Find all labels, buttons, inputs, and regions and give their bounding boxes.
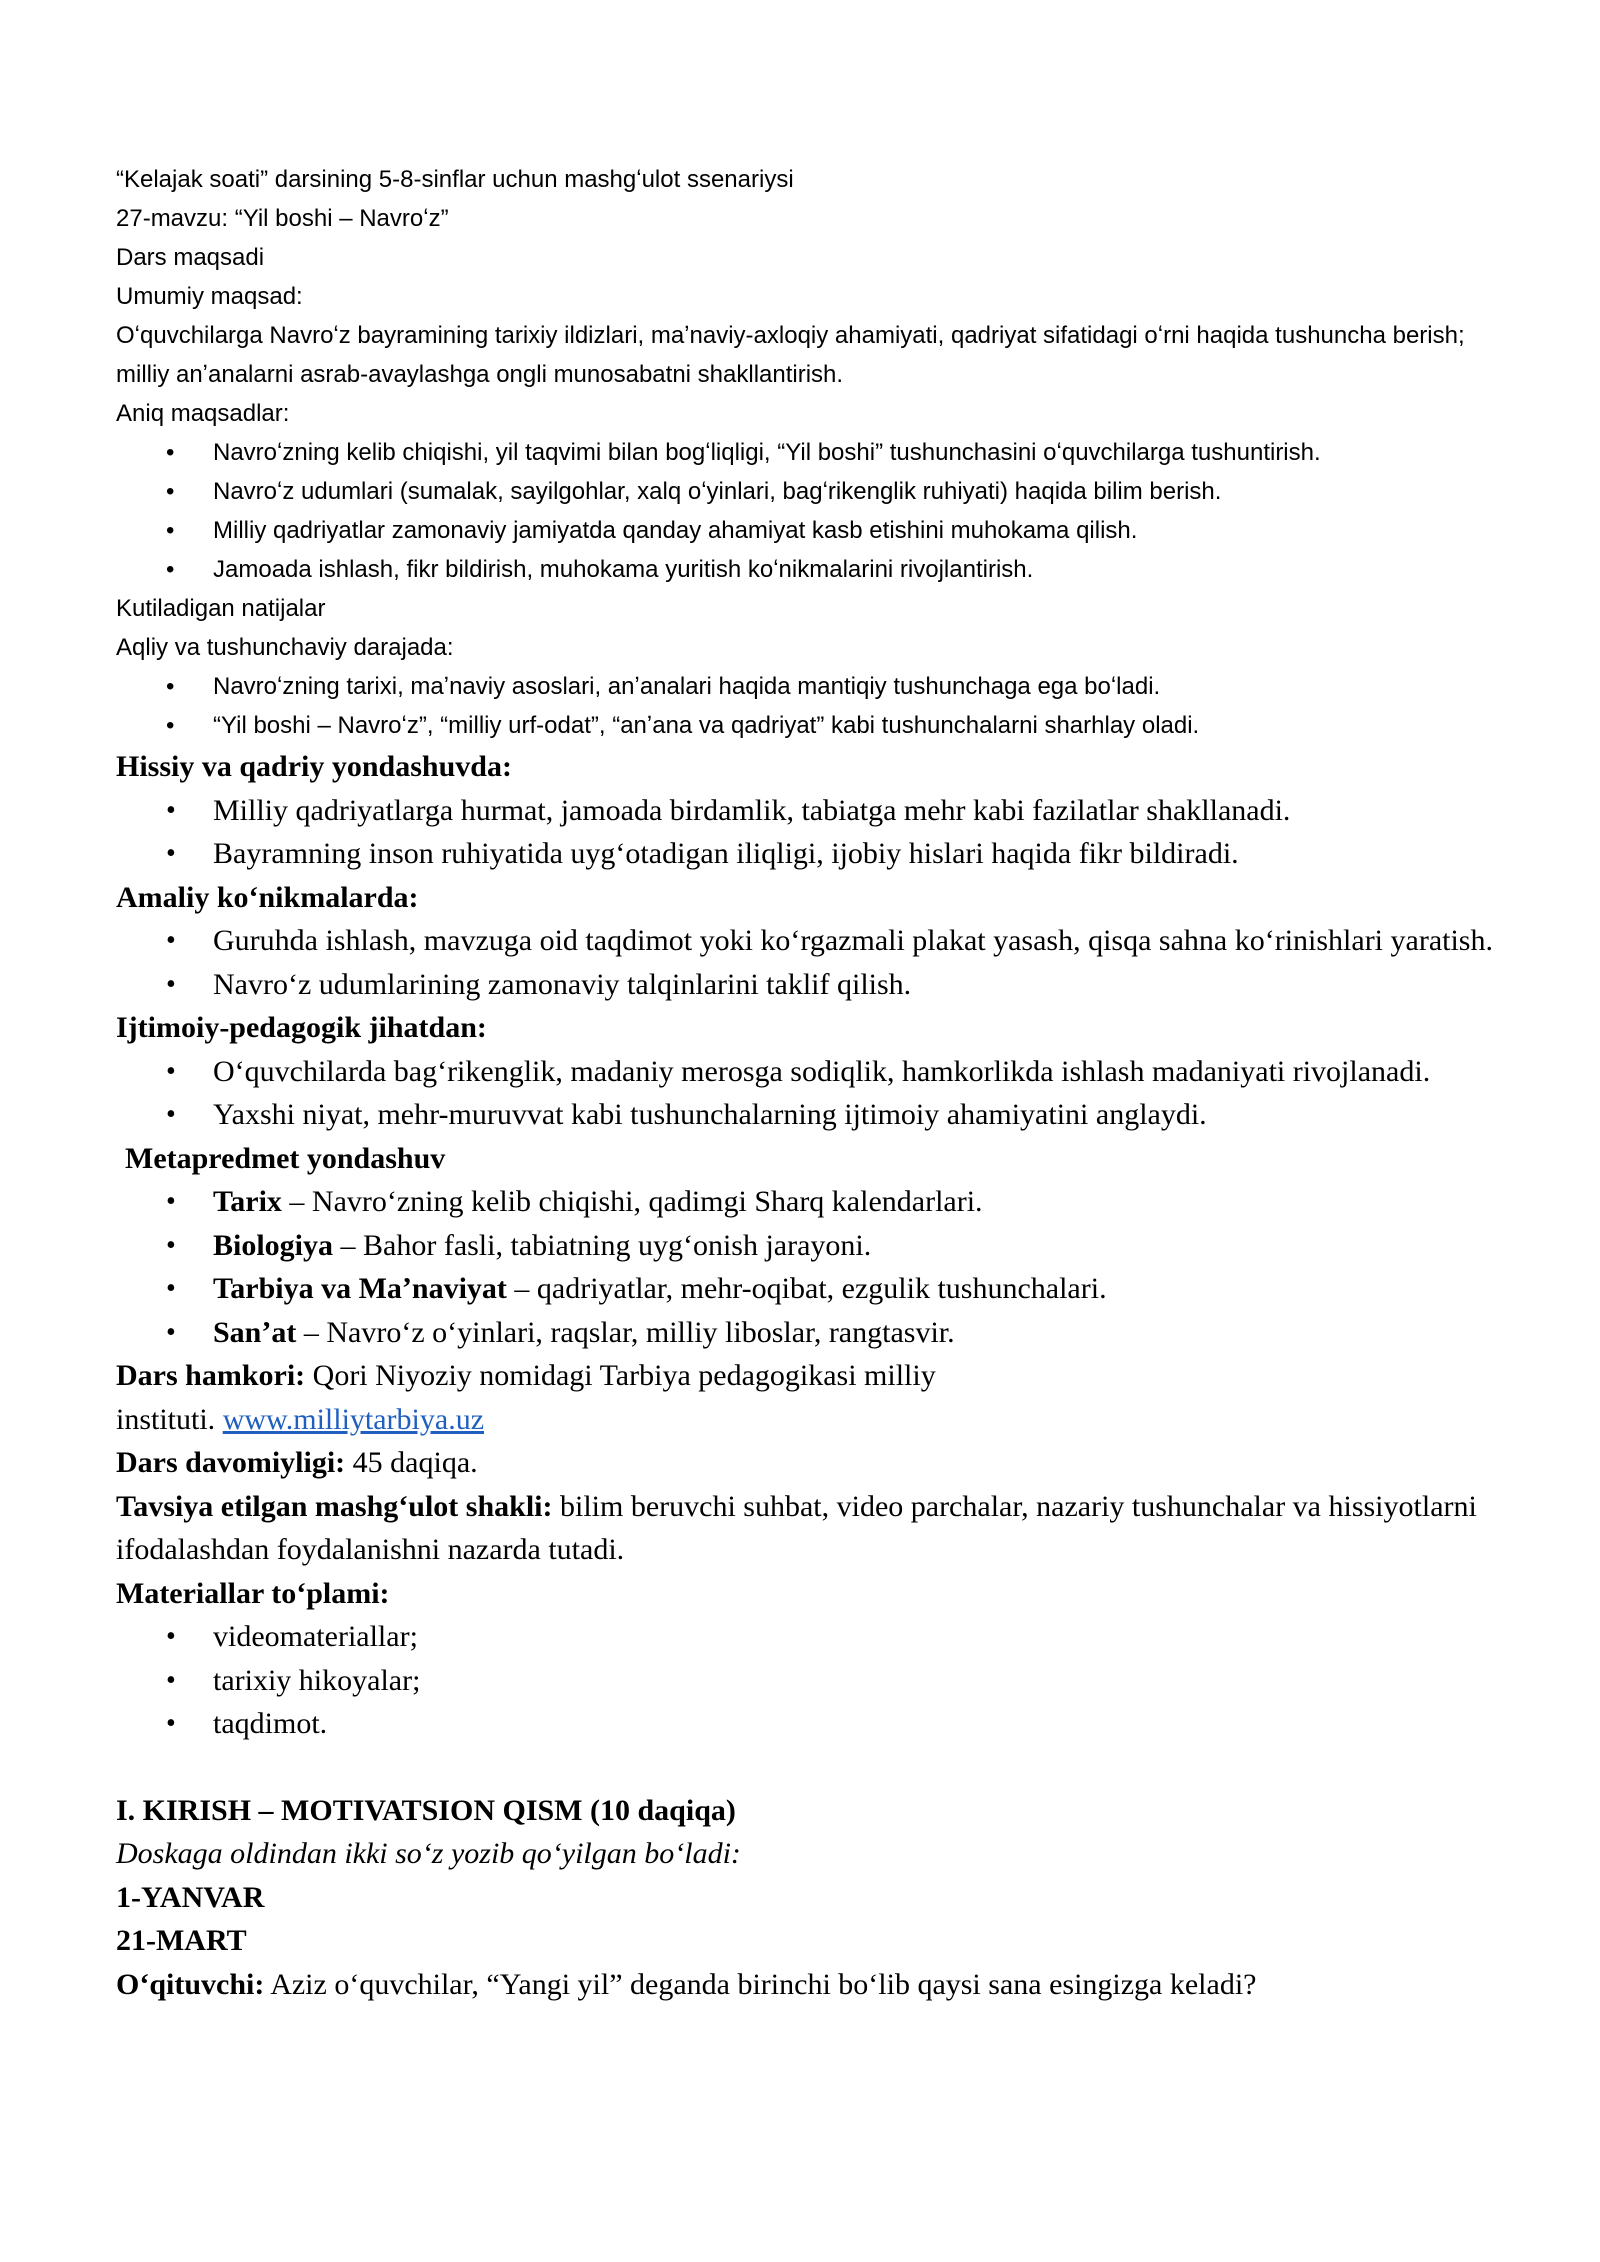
document-title: “Kelajak soati” darsining 5-8-sinflar uchun mashgʻulot ssenariysi <box>116 166 794 193</box>
format-label: Tavsiya etilgan mashgʻulot shakli: <box>116 1489 553 1523</box>
list-item <box>116 1224 1496 1268</box>
upper-section <box>116 160 1496 745</box>
materials-heading: Materiallar toʻplami: <box>116 1576 390 1610</box>
format-value: bilim beruvchi suhbat, video parchalar, nazariy tushunchalar va hissiyotlarni ifodalashdan foydalanishni nazarda tutadi. <box>116 1489 1477 1566</box>
general-goal-heading: Umumiy maqsad: <box>116 283 303 310</box>
subject-term: Sanʼat <box>213 1315 297 1349</box>
specific-goals-heading: Aniq maqsadlar: <box>116 400 290 427</box>
partner-text: Qori Niyoziy nomidagi Tarbiya pedagogikasi milliy <box>305 1359 936 1392</box>
subject-description: – Navroʻz oʻyinlari, raqslar, milliy liboslar, rangtasvir. <box>296 1315 955 1349</box>
duration-label: Dars davomiyligi: <box>116 1446 346 1479</box>
partner-label: Dars hamkori: <box>116 1359 306 1392</box>
partner-paragraph <box>116 1354 1496 1398</box>
emotional-list <box>116 789 1496 876</box>
cognitive-heading: Aqliy va tushunchaviy darajada: <box>116 634 454 661</box>
format-paragraph <box>116 1485 1496 1572</box>
list-item: • taqdimot. <box>116 1702 1496 1746</box>
list-item: • “Yil boshi – Navroʻz”, “milliy urf-odat”, “anʼana va qadriyat” kabi tushunchalarni sharhlay oladi. <box>116 706 1496 745</box>
spacer <box>116 1746 1496 1789</box>
teacher-text: Aziz oʻquvchilar, “Yangi yil” deganda birinchi boʻlib qaysi sana esingizga keladi? <box>264 1967 1257 2001</box>
list-item: • tarixiy hikoyalar; <box>116 1659 1496 1703</box>
list-item: • Oʻquvchilarda bagʻrikenglik, madaniy merosga sodiqlik, hamkorlikda ishlash madaniyati rivojlanadi. <box>116 1050 1496 1094</box>
list-item: • Guruhda ishlash, mavzuga oid taqdimot yoki koʻrgazmali plakat yasash, qisqa sahna koʻrinishlari yaratish. <box>116 919 1496 963</box>
list-item: • Milliy qadriyatlar zamonaviy jamiyatda qanday ahamiyat kasb etishini muhokama qilish. <box>116 511 1496 550</box>
materials-list <box>116 1615 1496 1746</box>
list-item <box>116 1180 1496 1224</box>
list-item: • Navroʻz udumlarining zamonaviy talqinlarini taklif qilish. <box>116 963 1496 1007</box>
lesson-goal-heading: Dars maqsadi <box>116 244 265 271</box>
list-item <box>116 1311 1496 1355</box>
subject-term: Tarbiya va Maʼnaviyat <box>213 1272 507 1305</box>
partner-website-link[interactable]: www.milliytarbiya.uz <box>222 1402 485 1436</box>
list-item: • Navroʻzning tarixi, maʼnaviy asoslari, anʼanalari haqida mantiqiy tushunchaga ega boʻladi. <box>116 667 1496 706</box>
teacher-label: Oʻqituvchi: <box>116 1967 265 2001</box>
list-item <box>116 1267 1496 1311</box>
metasubject-list <box>116 1180 1496 1354</box>
metasubject-heading: Metapredmet yondashuv <box>125 1141 446 1175</box>
subject-description: – qadriyatlar, mehr-oqibat, ezgulik tushunchalari. <box>506 1272 1107 1305</box>
practical-heading: Amaliy koʻnikmalarda: <box>116 880 419 914</box>
duration-paragraph <box>116 1441 1496 1485</box>
list-item: • Jamoada ishlash, fikr bildirish, muhokama yuritish koʻnikmalarini rivojlantirish. <box>116 550 1496 589</box>
expected-results-heading: Kutiladigan natijalar <box>116 595 326 622</box>
list-item: • Navroʻzning kelib chiqishi, yil taqvimi bilan bogʻliqligi, “Yil boshi” tushunchasini oʻquvchilarga tushuntirish. <box>116 433 1496 472</box>
document-content <box>116 160 1496 2006</box>
subject-description: – Bahor fasli, tabiatning uygʻonish jarayoni. <box>333 1228 872 1262</box>
social-heading: Ijtimoiy-pedagogik jihatdan: <box>116 1011 487 1044</box>
section-note: Doskaga oldindan ikki soʻz yozib qoʻyilgan boʻladi: <box>116 1837 741 1870</box>
general-goal-text: Oʻquvchilarga Navroʻz bayramining tarixiy ildizlari, maʼnaviy-axloqiy ahamiyati, qadriyat sifatidagi oʻrni haqida tushuncha berish; milliy anʼanalarni asrab-avaylashga ongli munosabatni shakllantirish. <box>116 322 1465 388</box>
social-list <box>116 1050 1496 1137</box>
practical-list <box>116 919 1496 1006</box>
subject-description: – Navroʻzning kelib chiqishi, qadimgi Sharq kalendarlari. <box>281 1185 983 1218</box>
section-heading: I. KIRISH – MOTIVATSION QISM (10 daqiqa) <box>116 1793 736 1827</box>
subject-term: Tarix <box>213 1185 282 1218</box>
topic-title: 27-mavzu: “Yil boshi – Navroʻz” <box>116 205 449 232</box>
list-item: • Yaxshi niyat, mehr-muruvvat kabi tushunchalarning ijtimoiy ahamiyatini anglaydi. <box>116 1093 1496 1137</box>
emotional-heading: Hissiy va qadriy yondashuvda: <box>116 750 512 783</box>
board-word-2: 21-MART <box>116 1924 247 1957</box>
partner-paragraph-continued <box>116 1398 1496 1442</box>
list-item: • Bayramning inson ruhiyatida uygʻotadigan iliqligi, ijobiy hislari haqida fikr bildiradi. <box>116 832 1496 876</box>
partner-text-continued: instituti. <box>116 1402 223 1436</box>
specific-goals-list <box>116 433 1496 589</box>
duration-value: 45 daqiqa. <box>345 1446 478 1479</box>
subject-term: Biologiya <box>213 1228 334 1262</box>
teacher-line <box>116 1963 1496 2007</box>
list-item: • Milliy qadriyatlarga hurmat, jamoada birdamlik, tabiatga mehr kabi fazilatlar shakllanadi. <box>116 789 1496 833</box>
board-word-1: 1-YANVAR <box>116 1880 265 1914</box>
cognitive-list <box>116 667 1496 745</box>
list-item: • videomateriallar; <box>116 1615 1496 1659</box>
list-item: • Navroʻz udumlari (sumalak, sayilgohlar, xalq oʻyinlari, bagʻrikenglik ruhiyati) haqida bilim berish. <box>116 472 1496 511</box>
lower-section <box>116 745 1496 2006</box>
